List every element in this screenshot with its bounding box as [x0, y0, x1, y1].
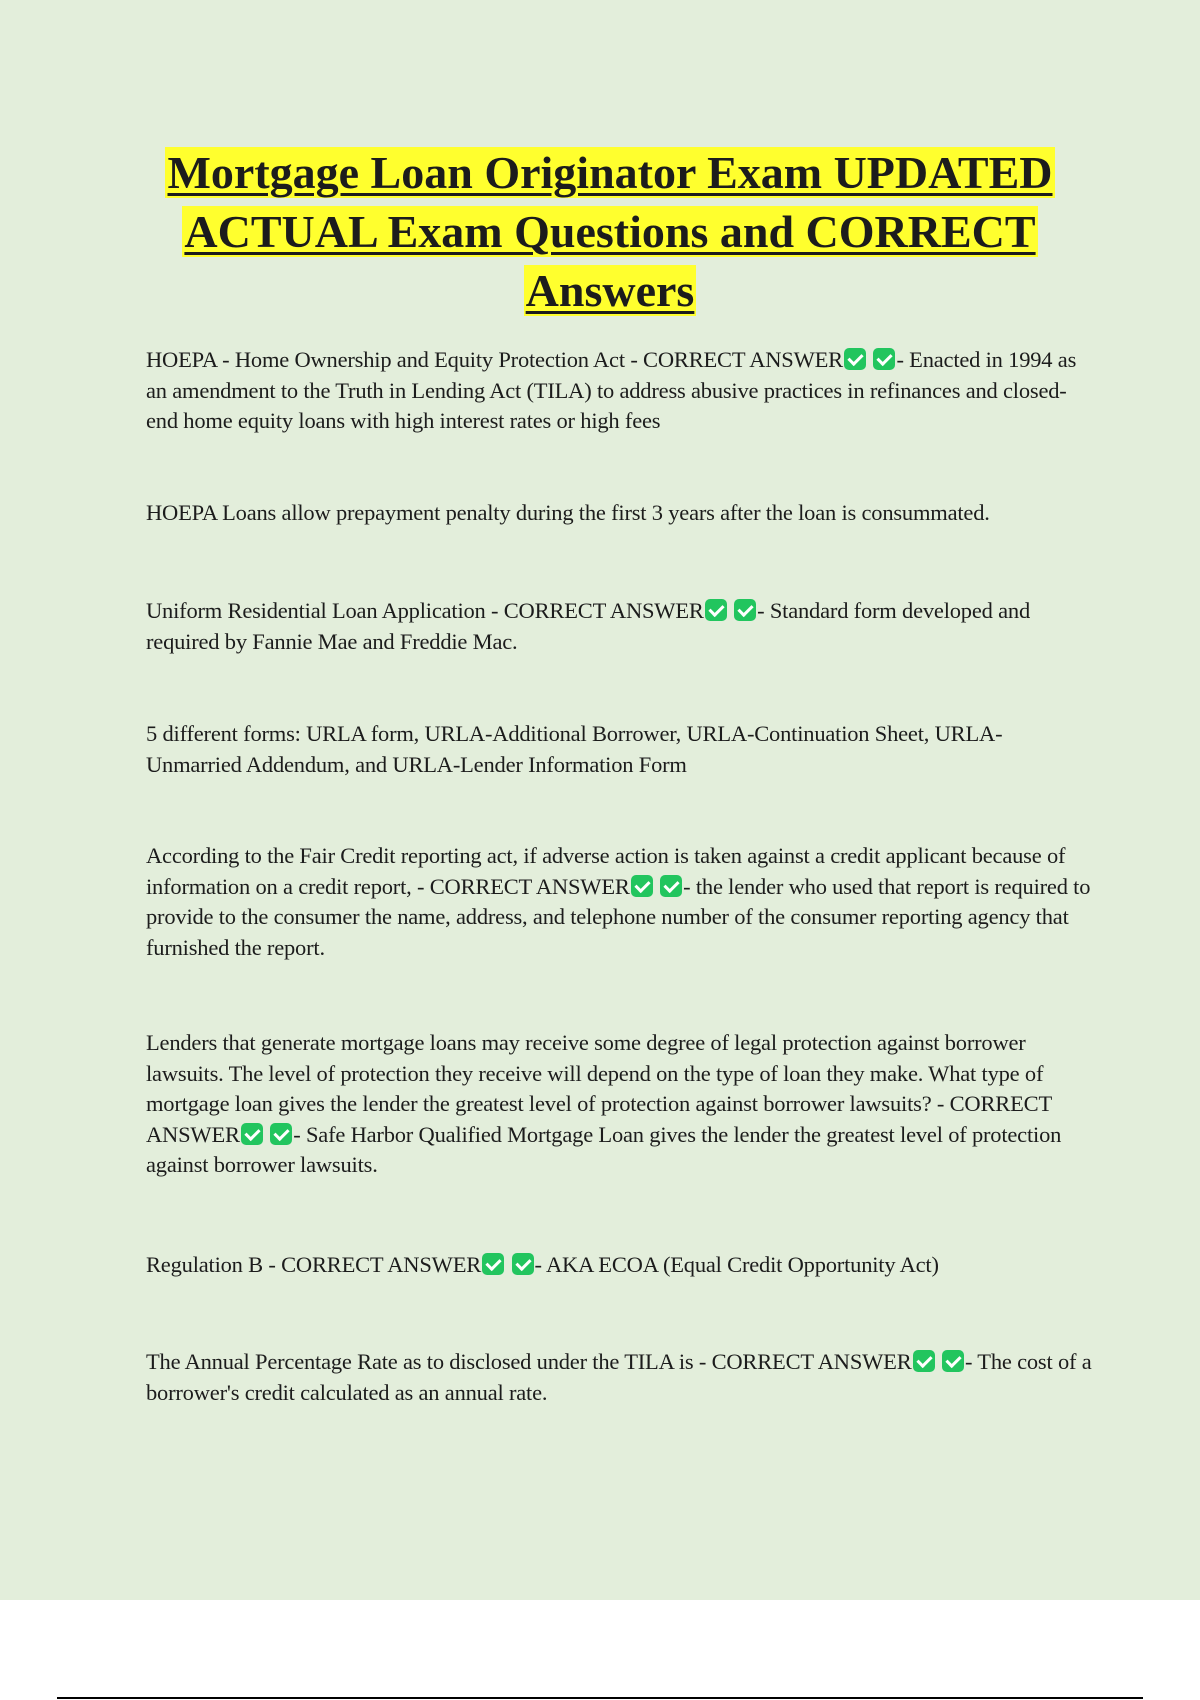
- check-mark-icon: [844, 348, 866, 370]
- qa-entry-safe-harbor: [146, 1028, 1092, 1181]
- check-mark-icon: [942, 1350, 964, 1372]
- note-urla-forms: [146, 719, 1092, 780]
- answer-label: CORRECT ANSWER: [643, 347, 843, 372]
- footer-divider: [57, 1697, 1143, 1699]
- answer-text: - Safe Harbor Qualified Mortgage Loan gives the lender the greatest level of protection against borrower lawsuits.: [146, 1121, 1062, 1177]
- note-hoepa-prepayment: [146, 498, 1092, 529]
- note-text: HOEPA Loans allow prepayment penalty during the first 3 years after the loan is consummated.: [146, 500, 990, 525]
- document-title-text: Mortgage Loan Originator Exam UPDATED ACTUAL Exam Questions and CORRECT Answers: [167, 147, 1053, 316]
- qa-entry-urla: [146, 596, 1092, 657]
- qa-entry-apr: [146, 1347, 1092, 1408]
- answer-label: CORRECT ANSWER: [711, 1349, 912, 1374]
- note-text: 5 different forms: URLA form, URLA-Additional Borrower, URLA-Continuation Sheet, URLA-Unmarried Addendum, and URLA-Lender Information Form: [146, 721, 1003, 777]
- check-mark-icon: [660, 875, 682, 897]
- qa-entry-hoepa: [146, 345, 1092, 437]
- question-text: The Annual Percentage Rate as to disclosed under the TILA is -: [146, 1349, 712, 1374]
- answer-text: - Standard form developed and required by Fannie Mae and Freddie Mac.: [146, 598, 1030, 654]
- qa-entry-fair-credit: [146, 841, 1092, 963]
- check-mark-icon: [873, 348, 895, 370]
- document-title: [140, 143, 1080, 320]
- qa-entry-regulation-b: [146, 1250, 1092, 1281]
- check-mark-icon: [631, 875, 653, 897]
- answer-text: - the lender who used that report is required to provide to the consumer the name, address, and telephone number of the consumer reporting agency that furnished the report.: [146, 873, 1091, 960]
- question-text: Regulation B -: [146, 1252, 282, 1277]
- answer-text: - Enacted in 1994 as an amendment to the Truth in Lending Act (TILA) to address abusive practices in refinances and closed-end home equity loans with high interest rates or high fees: [146, 347, 1077, 433]
- check-mark-icon: [270, 1123, 292, 1145]
- answer-label: CORRECT ANSWER: [146, 1091, 1052, 1147]
- question-text: According to the Fair Credit reporting act, if adverse action is taken against a credit applicant because of information on a credit report, -: [146, 843, 1066, 899]
- answer-label: CORRECT ANSWER: [429, 873, 630, 899]
- check-mark-icon: [512, 1253, 534, 1275]
- question-text: HOEPA - Home Ownership and Equity Protection Act -: [146, 347, 644, 372]
- question-text: Lenders that generate mortgage loans may receive some degree of legal protection against borrower lawsuits. The level of protection they receive will depend on the type of loan they make. What type of mortgage loan gives the lender the greatest level of protection against borrower lawsuits? -: [146, 1030, 1044, 1116]
- check-mark-icon: [734, 599, 756, 621]
- check-mark-icon: [705, 599, 727, 621]
- answer-label: CORRECT ANSWER: [281, 1252, 482, 1277]
- answer-label: CORRECT ANSWER: [503, 598, 704, 623]
- check-mark-icon: [241, 1123, 263, 1145]
- question-text: Uniform Residential Loan Application -: [146, 598, 504, 623]
- answer-text: - The cost of a borrower's credit calculated as an annual rate.: [146, 1349, 1092, 1405]
- check-mark-icon: [913, 1350, 935, 1372]
- check-mark-icon: [482, 1253, 504, 1275]
- answer-text: - AKA ECOA (Equal Credit Opportunity Act): [534, 1252, 939, 1277]
